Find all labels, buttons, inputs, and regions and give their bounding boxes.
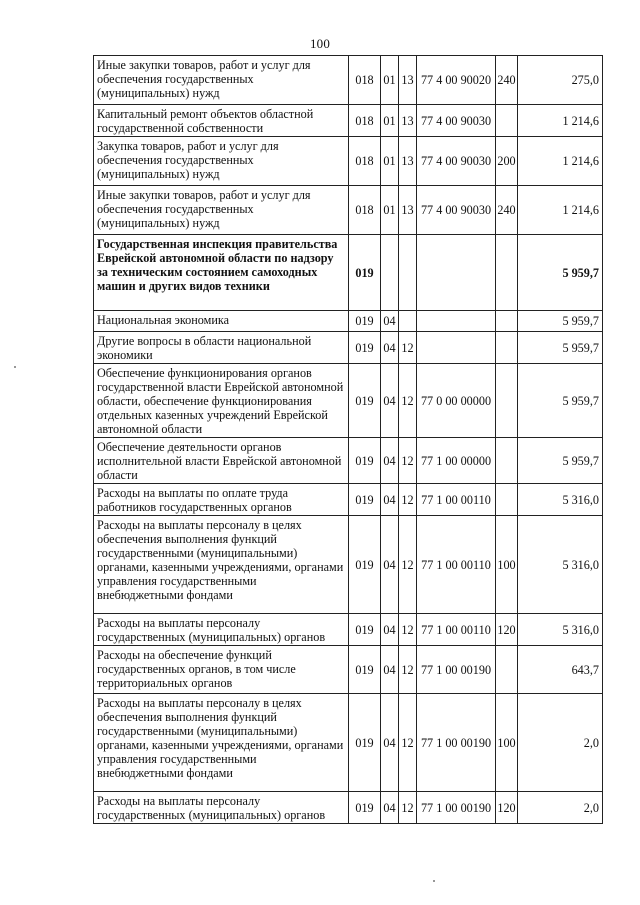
ministry-code-cell: 018 bbox=[349, 186, 381, 235]
row-name-cell: Иные закупки товаров, работ и услуг для обеспечения государственных (муниципальных) нужд bbox=[94, 186, 349, 235]
table-row bbox=[94, 235, 603, 311]
subsection-code-cell bbox=[399, 235, 417, 311]
subsection-code-cell: 12 bbox=[399, 516, 417, 614]
subsection-code-cell: 12 bbox=[399, 364, 417, 438]
amount-cell: 5 316,0 bbox=[518, 516, 603, 614]
amount-cell: 5 959,7 bbox=[518, 438, 603, 484]
expense-type-cell: 200 bbox=[496, 137, 518, 186]
expense-type-cell: 240 bbox=[496, 56, 518, 105]
subsection-code-cell: 12 bbox=[399, 614, 417, 646]
table-row bbox=[94, 56, 603, 105]
section-code-cell: 04 bbox=[381, 516, 399, 614]
table-row bbox=[94, 438, 603, 484]
section-code-cell: 04 bbox=[381, 614, 399, 646]
expense-type-cell bbox=[496, 311, 518, 332]
target-article-cell: 77 4 00 90030 bbox=[417, 186, 496, 235]
subsection-code-cell: 12 bbox=[399, 646, 417, 694]
amount-cell: 643,7 bbox=[518, 646, 603, 694]
table-row bbox=[94, 484, 603, 516]
amount-cell: 5 316,0 bbox=[518, 484, 603, 516]
table-row bbox=[94, 105, 603, 137]
target-article-cell bbox=[417, 332, 496, 364]
section-code-cell: 04 bbox=[381, 364, 399, 438]
section-code-cell: 04 bbox=[381, 792, 399, 824]
section-code-cell: 04 bbox=[381, 484, 399, 516]
row-name-cell: Государственная инспекция правительства Еврейской автономной области по надзору за техническим состоянием самоходных машин и других видов техники bbox=[94, 235, 349, 311]
table-row bbox=[94, 332, 603, 364]
expense-type-cell bbox=[496, 332, 518, 364]
expense-type-cell: 120 bbox=[496, 614, 518, 646]
subsection-code-cell: 12 bbox=[399, 332, 417, 364]
budget-table-body bbox=[94, 56, 603, 824]
budget-table bbox=[93, 55, 603, 824]
section-code-cell: 01 bbox=[381, 186, 399, 235]
ministry-code-cell: 019 bbox=[349, 646, 381, 694]
target-article-cell: 77 1 00 00110 bbox=[417, 516, 496, 614]
amount-cell: 1 214,6 bbox=[518, 137, 603, 186]
expense-type-cell bbox=[496, 438, 518, 484]
table-row bbox=[94, 186, 603, 235]
section-code-cell: 04 bbox=[381, 646, 399, 694]
row-name-cell: Капитальный ремонт объектов областной государственной собственности bbox=[94, 105, 349, 137]
ministry-code-cell: 019 bbox=[349, 438, 381, 484]
target-article-cell: 77 4 00 90020 bbox=[417, 56, 496, 105]
subsection-code-cell: 13 bbox=[399, 105, 417, 137]
ministry-code-cell: 019 bbox=[349, 484, 381, 516]
section-code-cell bbox=[381, 235, 399, 311]
table-row bbox=[94, 364, 603, 438]
ministry-code-cell: 018 bbox=[349, 105, 381, 137]
row-name-cell: Другие вопросы в области национальной экономики bbox=[94, 332, 349, 364]
expense-type-cell bbox=[496, 105, 518, 137]
section-code-cell: 04 bbox=[381, 311, 399, 332]
ministry-code-cell: 019 bbox=[349, 235, 381, 311]
expense-type-cell: 240 bbox=[496, 186, 518, 235]
subsection-code-cell: 12 bbox=[399, 792, 417, 824]
row-name-cell: Национальная экономика bbox=[94, 311, 349, 332]
page-number: 100 bbox=[309, 36, 331, 51]
section-code-cell: 01 bbox=[381, 105, 399, 137]
target-article-cell: 77 1 00 00110 bbox=[417, 484, 496, 516]
row-name-cell: Расходы на выплаты персоналу в целях обеспечения выполнения функций государственными (муниципальными) органами, казенными учреждениями, органами управления государственными внебюджетными фондами bbox=[94, 516, 349, 614]
subsection-code-cell: 12 bbox=[399, 484, 417, 516]
scan-speck bbox=[433, 880, 435, 882]
subsection-code-cell: 12 bbox=[399, 438, 417, 484]
target-article-cell: 77 4 00 90030 bbox=[417, 105, 496, 137]
scan-speck bbox=[14, 366, 16, 368]
table-row bbox=[94, 614, 603, 646]
ministry-code-cell: 019 bbox=[349, 614, 381, 646]
amount-cell: 5 316,0 bbox=[518, 614, 603, 646]
table-row bbox=[94, 137, 603, 186]
target-article-cell: 77 0 00 00000 bbox=[417, 364, 496, 438]
amount-cell: 2,0 bbox=[518, 694, 603, 792]
amount-cell: 5 959,7 bbox=[518, 332, 603, 364]
subsection-code-cell: 13 bbox=[399, 56, 417, 105]
subsection-code-cell: 12 bbox=[399, 694, 417, 792]
subsection-code-cell bbox=[399, 311, 417, 332]
amount-cell: 2,0 bbox=[518, 792, 603, 824]
expense-type-cell bbox=[496, 484, 518, 516]
target-article-cell bbox=[417, 311, 496, 332]
amount-cell: 5 959,7 bbox=[518, 364, 603, 438]
amount-cell: 5 959,7 bbox=[518, 311, 603, 332]
amount-cell: 1 214,6 bbox=[518, 186, 603, 235]
table-row bbox=[94, 311, 603, 332]
ministry-code-cell: 019 bbox=[349, 364, 381, 438]
target-article-cell: 77 1 00 00190 bbox=[417, 792, 496, 824]
section-code-cell: 04 bbox=[381, 332, 399, 364]
subsection-code-cell: 13 bbox=[399, 186, 417, 235]
expense-type-cell: 100 bbox=[496, 694, 518, 792]
target-article-cell bbox=[417, 235, 496, 311]
subsection-code-cell: 13 bbox=[399, 137, 417, 186]
expense-type-cell: 120 bbox=[496, 792, 518, 824]
row-name-cell: Расходы на выплаты персоналу в целях обеспечения выполнения функций государственными (муниципальными) органами, казенными учреждениями, органами управления государственными внебюджетными фондами bbox=[94, 694, 349, 792]
target-article-cell: 77 4 00 90030 bbox=[417, 137, 496, 186]
target-article-cell: 77 1 00 00190 bbox=[417, 646, 496, 694]
expense-type-cell: 100 bbox=[496, 516, 518, 614]
target-article-cell: 77 1 00 00110 bbox=[417, 614, 496, 646]
section-code-cell: 01 bbox=[381, 137, 399, 186]
row-name-cell: Расходы на обеспечение функций государственных органов, в том числе территориальных органов bbox=[94, 646, 349, 694]
table-row bbox=[94, 516, 603, 614]
section-code-cell: 01 bbox=[381, 56, 399, 105]
row-name-cell: Расходы на выплаты по оплате труда работников государственных органов bbox=[94, 484, 349, 516]
ministry-code-cell: 019 bbox=[349, 516, 381, 614]
ministry-code-cell: 019 bbox=[349, 332, 381, 364]
section-code-cell: 04 bbox=[381, 694, 399, 792]
row-name-cell: Расходы на выплаты персоналу государственных (муниципальных) органов bbox=[94, 614, 349, 646]
expense-type-cell bbox=[496, 235, 518, 311]
expense-type-cell bbox=[496, 364, 518, 438]
table-row bbox=[94, 646, 603, 694]
row-name-cell: Расходы на выплаты персоналу государственных (муниципальных) органов bbox=[94, 792, 349, 824]
ministry-code-cell: 019 bbox=[349, 311, 381, 332]
section-code-cell: 04 bbox=[381, 438, 399, 484]
target-article-cell: 77 1 00 00000 bbox=[417, 438, 496, 484]
ministry-code-cell: 019 bbox=[349, 792, 381, 824]
amount-cell: 1 214,6 bbox=[518, 105, 603, 137]
amount-cell: 5 959,7 bbox=[518, 235, 603, 311]
amount-cell: 275,0 bbox=[518, 56, 603, 105]
row-name-cell: Иные закупки товаров, работ и услуг для обеспечения государственных (муниципальных) нужд bbox=[94, 56, 349, 105]
ministry-code-cell: 019 bbox=[349, 694, 381, 792]
row-name-cell: Обеспечение деятельности органов исполнительной власти Еврейской автономной области bbox=[94, 438, 349, 484]
expense-type-cell bbox=[496, 646, 518, 694]
table-row bbox=[94, 792, 603, 824]
ministry-code-cell: 018 bbox=[349, 137, 381, 186]
table-row bbox=[94, 694, 603, 792]
target-article-cell: 77 1 00 00190 bbox=[417, 694, 496, 792]
row-name-cell: Закупка товаров, работ и услуг для обеспечения государственных (муниципальных) нужд bbox=[94, 137, 349, 186]
ministry-code-cell: 018 bbox=[349, 56, 381, 105]
row-name-cell: Обеспечение функционирования органов государственной власти Еврейской автономной области, обеспечение функционирования отдельных казенных учреждений Еврейской автономной области bbox=[94, 364, 349, 438]
